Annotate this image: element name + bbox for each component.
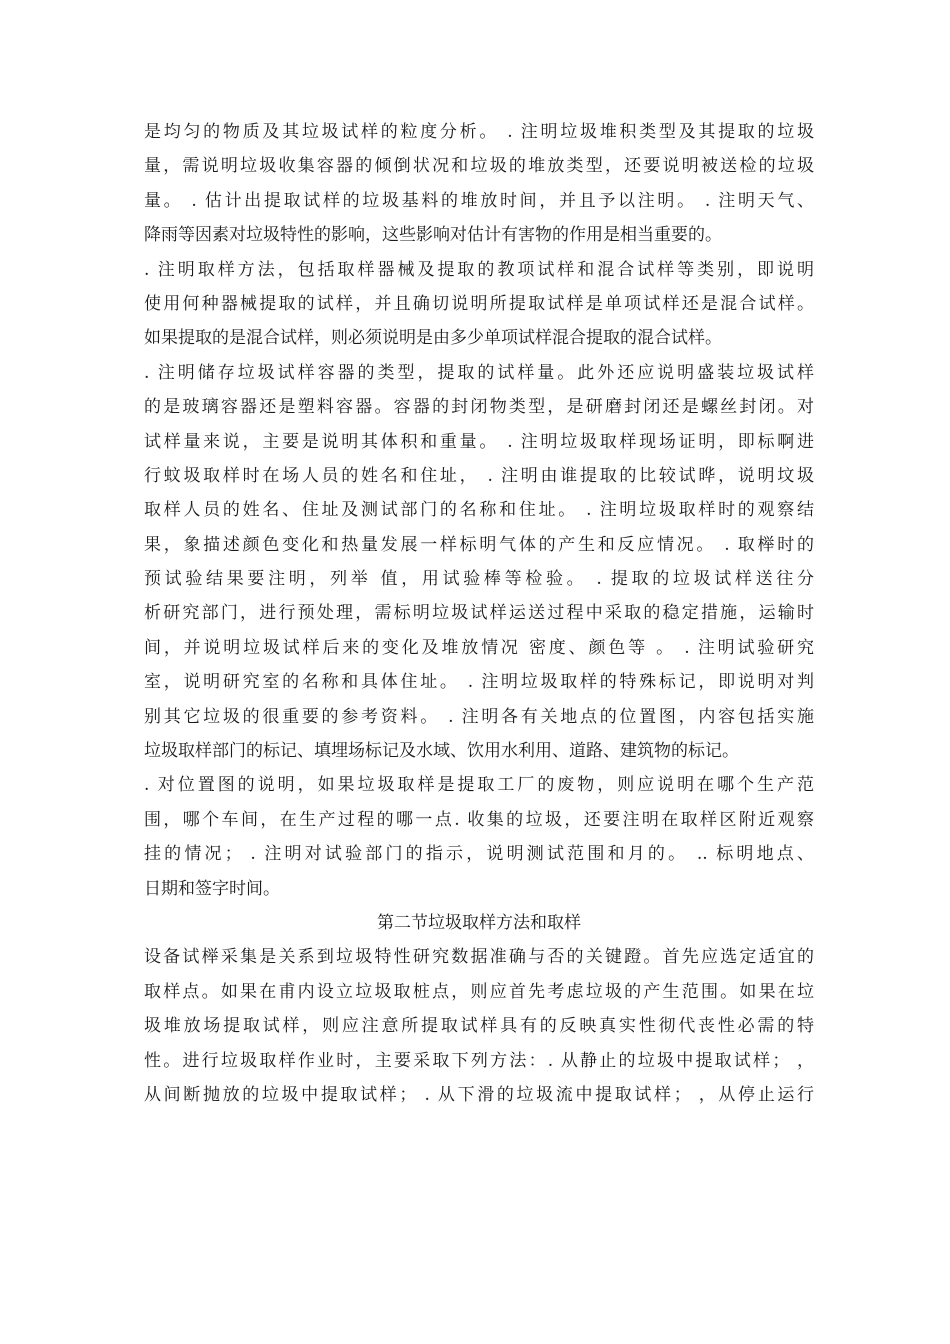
text-line: . 注明取样方法，包括取样器械及提取的教项试样和混合试样等类别，即说明	[144, 259, 814, 280]
text-line: 果，象描述颜色变化和热量发展一样标明气体的产生和反应情况。 . 取榉时的	[144, 534, 814, 555]
text-line: 取样人员的姓名、住址及测试部门的名称和住址。 . 注明垃圾取样时的观察结	[144, 500, 814, 521]
text-line: 试样量来说，主要是说明其体积和重量。 . 注明垃圾取样现场证明，即标啊进	[144, 431, 814, 452]
text-line: 设备试榉采集是关系到垃圾特性研究数据准确与否的关键蹬。首先应选定适宜的	[144, 947, 814, 968]
text-line: 的是玻璃容器还是塑料容器。容器的封闭物类型，是研磨封闭还是螺丝封闭。对	[144, 397, 814, 418]
text-line: 如果提取的是混合试样，则必须说明是由多少单项试样混合提取的混合试样。	[144, 328, 722, 349]
text-line: 日期和签字时间。	[144, 878, 280, 899]
text-line: 从间断抛放的垃圾中提取试样； . 从下滑的垃圾流中提取试样； ，从停止运行	[144, 1084, 814, 1105]
text-line: . 对位置图的说明，如果垃圾取样是提取工厂的废物，则应说明在哪个生产范	[144, 775, 814, 796]
text-line: 取样点。如果在甫内设立垃圾取桩点，则应首先考虑垃圾的产生范围。如果在垃	[144, 981, 814, 1002]
text-line: 别其它垃圾的很重要的参考资料。 . 注明各有关地点的位置图，内容包括实施	[144, 706, 814, 727]
text-line: . 注明储存垃圾试样容器的类型，提取的试样量。此外还应说明盛装垃圾试样	[144, 362, 814, 383]
text-line: 性。进行垃圾取样作业时，主要采取下列方法：. 从静止的垃圾中提取试样； ，	[144, 1050, 814, 1071]
text-line: 围，哪个车间，在生产过程的哪一点. 收集的垃圾，还要注明在取样区附近观察	[144, 809, 814, 830]
text-line: 析研究部门，进行预处理，需标明垃圾试样运送过程中采取的稳定措施，运输时	[144, 603, 814, 624]
text-line: 圾堆放场提取试样，则应注意所提取试样具有的反映真实性彻代丧性必需的特	[144, 1016, 814, 1037]
text-line: 使用何种器械提取的试样，并且确切说明所提取试样是单项试样还是混合试样。	[144, 293, 814, 314]
text-line: 室，说明研究室的名称和具体住址。 . 注明垃圾取样的特殊标记，即说明对判	[144, 672, 814, 693]
body-text	[144, 115, 814, 1112]
text-line: 行蚊圾取样时在场人员的姓名和住址， . 注明由谁提取的比较试晔，说明坟圾	[144, 465, 814, 486]
text-line: 预试验结果要注明，列举 值，用试验棒等检验。 . 提取的垃圾试样送往分	[144, 569, 814, 590]
text-line: 量。 . 估计出提取试样的垃圾基料的堆放时间，并且予以注明。 . 注明天气、	[144, 190, 814, 211]
text-line: 量，需说明垃圾收集容器的倾倒状况和垃圾的堆放类型，还要说明被送检的垃圾	[144, 156, 814, 177]
text-line: 垃圾取样部门的标记、填埋场标记及水域、饮用水利用、道路、建筑物的标记。	[144, 741, 739, 762]
section-heading: 第二节垃圾取样方法和取样	[377, 912, 581, 933]
text-line: 是均匀的物质及其垃圾试样的粒度分析。 . 注明垃圾堆积类型及其提取的垃圾	[144, 122, 814, 142]
text-line: 间，并说明垃圾试样后来的变化及堆放情况 密度、颜色等 。 . 注明试验研究	[144, 637, 814, 658]
text-line: 挂的情况； . 注明对试验部门的指示，说明测试范围和月的。 .. 标明地点、	[144, 844, 814, 865]
text-line: 降雨等因素对垃圾特性的影响，这些影响对估计有害物的作用是相当重要的。	[144, 225, 722, 246]
